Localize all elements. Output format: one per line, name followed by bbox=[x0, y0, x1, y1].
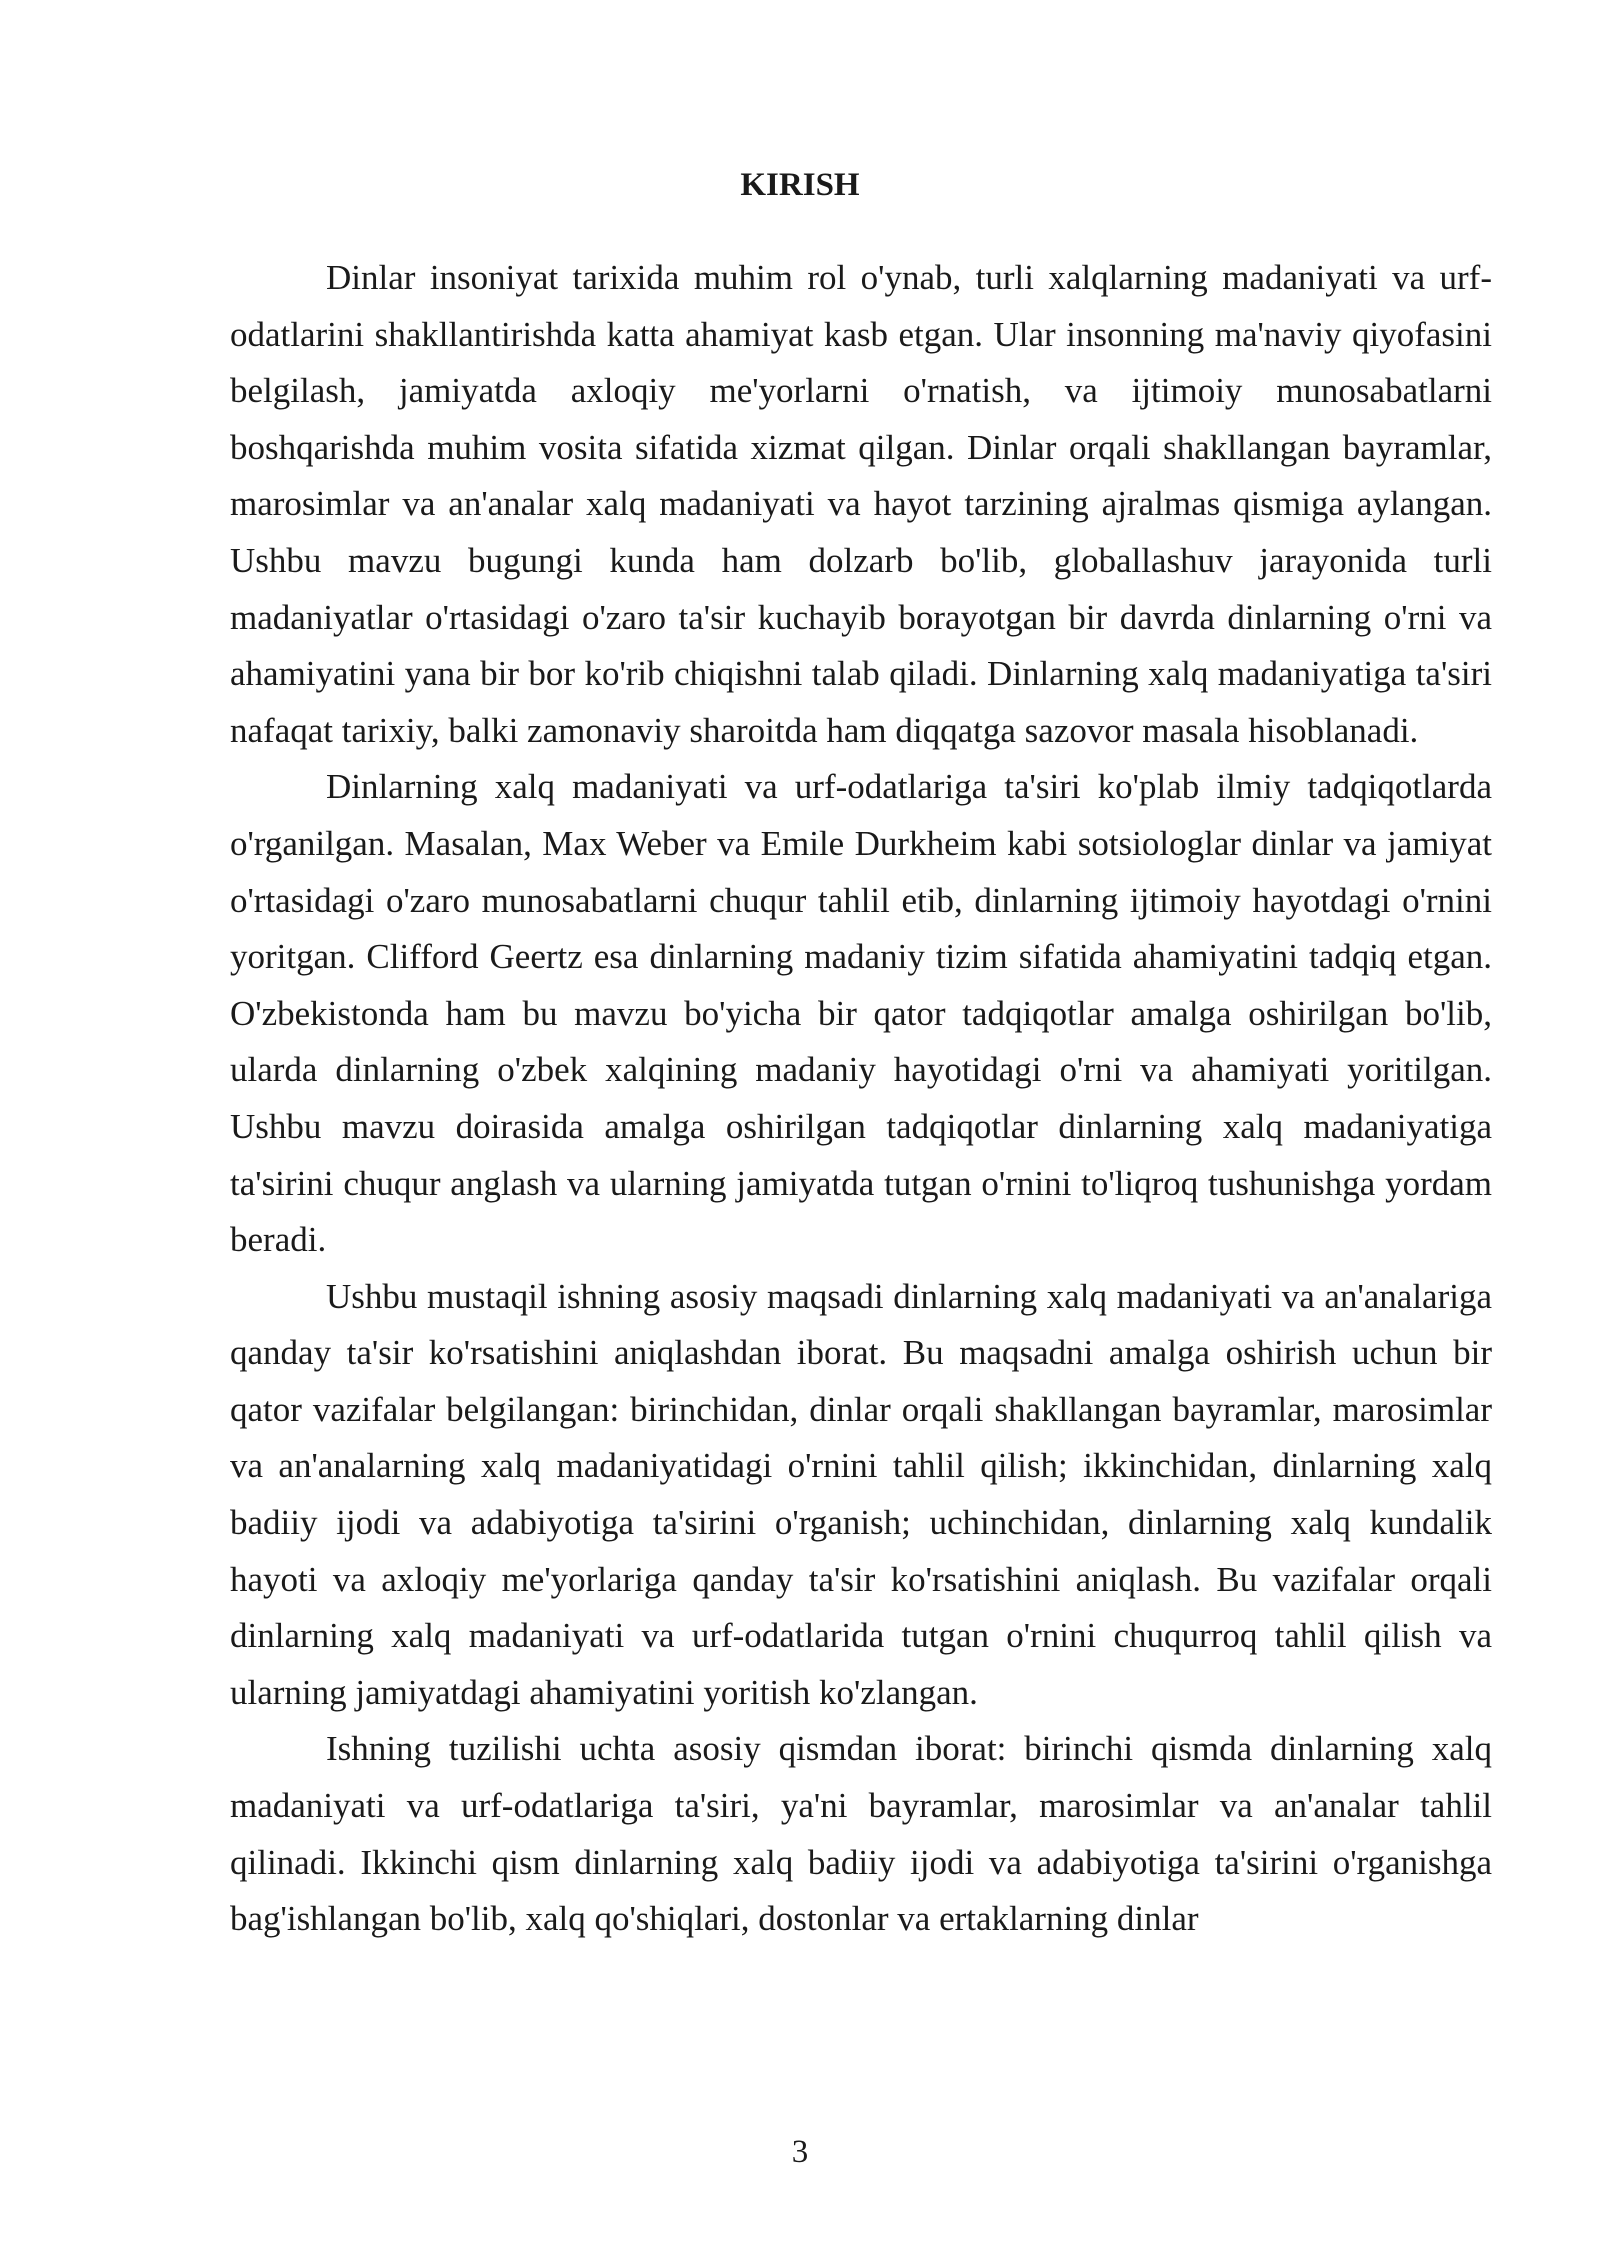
body-text bbox=[230, 250, 1492, 1948]
paragraph-1: Dinlar insoniyat tarixida muhim rol o'ynab, turli xalqlarning madaniyati va urf-odatlarini shakllantirishda katta ahamiyat kasb etgan. Ular insonning ma'naviy qiyofasini belgilash, jamiyatda axloqiy me'yorlarni o'rnatish, va ijtimoiy munosabatlarni boshqarishda muhim vosita sifatida xizmat qilgan. Dinlar orqali shakllangan bayramlar, marosimlar va an'analar xalq madaniyati va hayot tarzining ajralmas qismiga aylangan. Ushbu mavzu bugungi kunda ham dolzarb bo'lib, globallashuv jarayonida turli madaniyatlar o'rtasidagi o'zaro ta'sir kuchayib borayotgan bir davrda dinlarning o'rni va ahamiyatini yana bir bor ko'rib chiqishni talab qiladi. Dinlarning xalq madaniyatiga ta'siri nafaqat tarixiy, balki zamonaviy sharoitda ham diqqatga sazovor masala hisoblanadi. bbox=[230, 258, 1492, 750]
page-title: KIRISH bbox=[740, 167, 860, 203]
paragraph-2: Dinlarning xalq madaniyati va urf-odatlariga ta'siri ko'plab ilmiy tadqiqotlarda o'rganilgan. Masalan, Max Weber va Emile Durkheim kabi sotsiologlar dinlar va jamiyat o'rtasidagi o'zaro munosabatlarni chuqur tahlil etib, dinlarning ijtimoiy hayotdagi o'rnini yoritgan. Clifford Geertz esa dinlarning madaniy tizim sifatida ahamiyatini tadqiq etgan. O'zbekistonda ham bu mavzu bo'yicha bir qator tadqiqotlar amalga oshirilgan bo'lib, ularda dinlarning o'zbek xalqining madaniy hayotidagi o'rni va ahamiyati yoritilgan. Ushbu mavzu doirasida amalga oshirilgan tadqiqotlar dinlarning xalq madaniyatiga ta'sirini chuqur anglash va ularning jamiyatda tutgan o'rnini to'liqroq tushunishga yordam beradi. bbox=[230, 767, 1492, 1260]
paragraph-3: Ushbu mustaqil ishning asosiy maqsadi dinlarning xalq madaniyati va an'analariga qanday ta'sir ko'rsatishini aniqlashdan iborat. Bu maqsadni amalga oshirish uchun bir qator vazifalar belgilangan: birinchidan, dinlar orqali shakllangan bayramlar, marosimlar va an'analarning xalq madaniyatidagi o'rnini tahlil qilish; ikkinchidan, dinlarning xalq badiiy ijodi va adabiyotiga ta'sirini o'rganish; uchinchidan, dinlarning xalq kundalik hayoti va axloqiy me'yorlariga qanday ta'sir ko'rsatishini aniqlash. Bu vazifalar orqali dinlarning xalq madaniyati va urf-odatlarida tutgan o'rnini chuqurroq tahlil qilish va ularning jamiyatdagi ahamiyatini yoritish ko'zlangan. bbox=[230, 1276, 1492, 1712]
page-number: 3 bbox=[791, 2134, 809, 2170]
paragraph-4: Ishning tuzilishi uchta asosiy qismdan iborat: birinchi qismda dinlarning xalq madaniyati va urf-odatlariga ta'siri, ya'ni bayramlar, marosimlar va an'analar tahlil qilinadi. Ikkinchi qism dinlarning xalq badiiy ijodi va adabiyotiga ta'sirini o'rganishga bag'ishlangan bo'lib, xalq qo'shiqlari, dostonlar va ertaklarning dinlar bbox=[230, 1729, 1492, 1939]
